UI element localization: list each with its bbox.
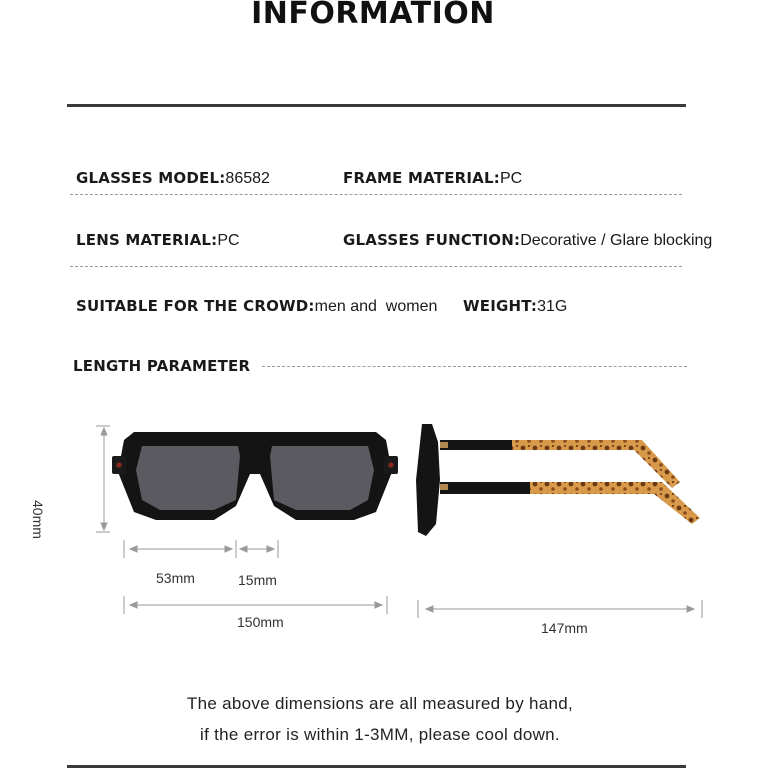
spec-crowd-value: men and women [314,298,438,315]
spec-lens-material-value: PC [217,232,240,249]
temple-length-label: 147mm [541,620,588,636]
temple-arrow-left [426,606,433,612]
spec-function-label: GLASSES FUNCTION: [343,231,521,249]
frame-arrow-left [130,602,137,608]
spec-lens-material-label: LENS MATERIAL: [76,231,218,249]
spec-weight-label: WEIGHT: [463,297,538,315]
bridge-width-label: 15mm [238,572,277,588]
spec-frame-material-label: FRAME MATERIAL: [343,169,500,187]
frame-width-label: 150mm [237,614,284,630]
note-line-1: The above dimensions are all measured by hand, [186,694,574,713]
length-parameter-label: LENGTH PARAMETER [73,357,251,375]
spec-model-label: GLASSES MODEL: [76,169,226,187]
spec-weight-value: 31G [537,298,568,315]
height-arrow-bottom [101,523,107,530]
bridge-arrow-left [240,546,247,552]
spec-model-value: 86582 [225,170,270,187]
frame-arrow-right [375,602,382,608]
page-title: INFORMATION [251,0,495,31]
height-arrow-top [101,428,107,435]
bridge-arrow-right [267,546,274,552]
spec-frame-material-value: PC [499,170,523,187]
spec-function-value: Decorative / Glare blocking [520,232,713,249]
lens-arrow-right [225,546,232,552]
height-label: 40mm [30,500,46,539]
note-line-2: if the error is within 1-3MM, please cool down. [200,725,560,744]
lens-width-label: 53mm [156,570,195,586]
temple-arrow-right [687,606,694,612]
lens-arrow-left [130,546,137,552]
spec-crowd-label: SUITABLE FOR THE CROWD: [76,297,315,315]
